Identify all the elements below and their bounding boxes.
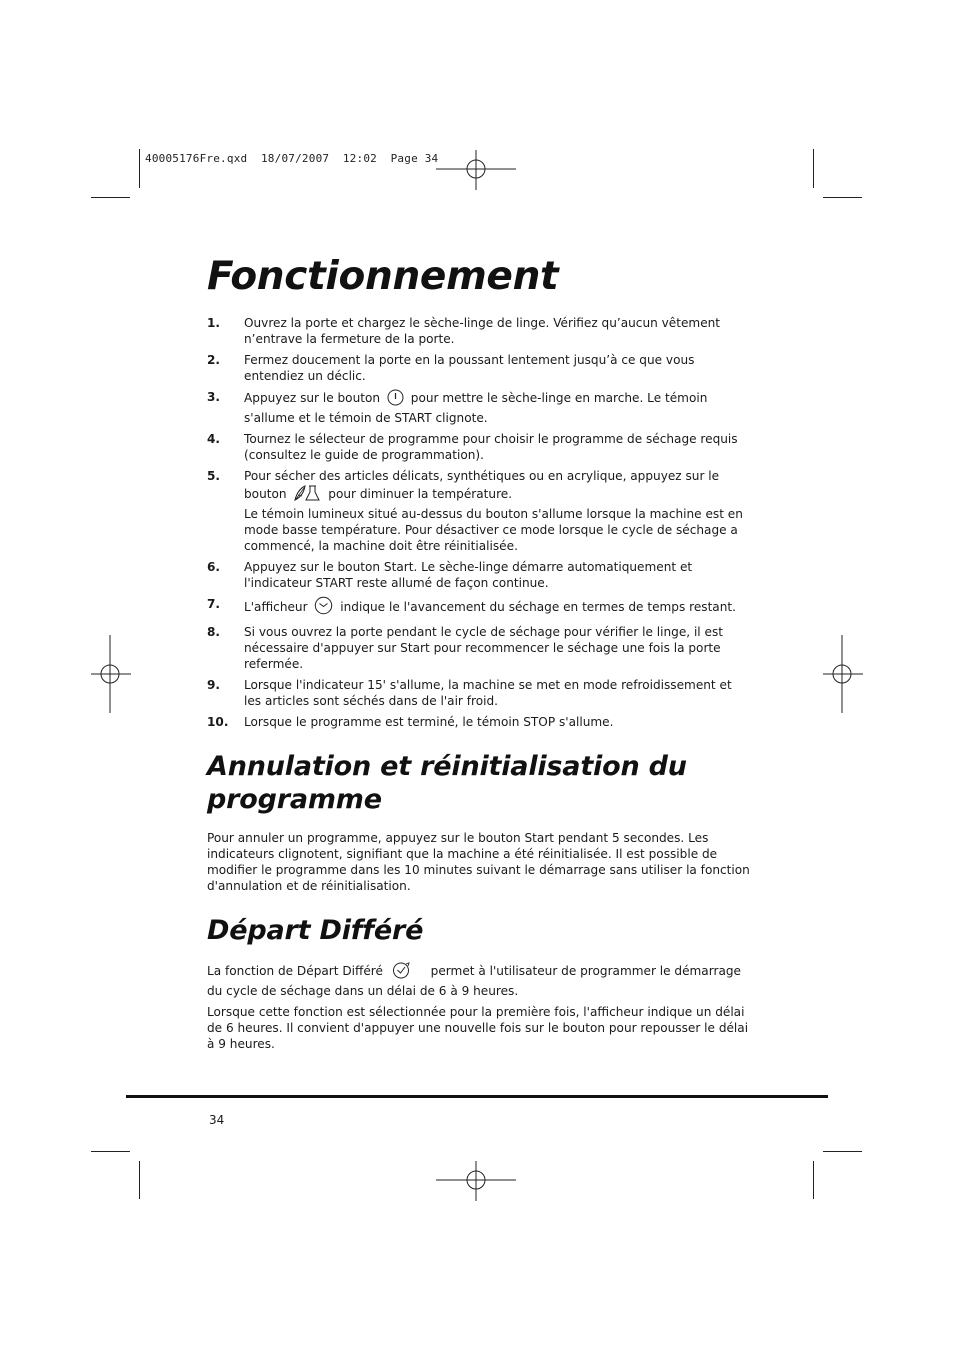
- step-text: Pour sécher des articles délicats, synthétiques ou en acrylique, appuyez sur le: [244, 468, 720, 483]
- step-text: Ouvrez la porte et chargez le sèche-linge de linge. Vérifiez qu’aucun vêtement n’entrave la fermeture de la porte.: [244, 315, 721, 346]
- step-text: Appuyez sur le bouton Start. Le sèche-linge démarre automatiquement et l'indicateur START reste allumé de façon continue.: [244, 559, 693, 590]
- crop-mark: [813, 149, 814, 188]
- cancel-section-heading: Annulation et réinitialisation du programme: [207, 750, 687, 815]
- footer-rule: [126, 1095, 828, 1098]
- crop-mark: [813, 1161, 814, 1199]
- registration-mark-icon: [436, 150, 516, 190]
- step-text: Tournez le sélecteur de programme pour choisir le programme de séchage requis (consultez le guide de programmation).: [244, 431, 738, 462]
- list-item: [207, 714, 752, 730]
- page-title: Fonctionnement: [207, 254, 559, 299]
- delay-text: permet à l'utilisateur de programmer le démarrage du cycle de séchage dans un délai de 6 à 9 heures.: [207, 963, 741, 998]
- delay-section-heading: Départ Différé: [207, 914, 424, 946]
- list-item: [207, 468, 752, 554]
- list-item: [207, 677, 752, 709]
- step-number: 8.: [207, 624, 221, 639]
- crop-mark: [139, 149, 140, 188]
- crop-mark: [91, 197, 130, 198]
- step-number: 7.: [207, 596, 221, 611]
- delay-text: La fonction de Départ Différé: [207, 963, 383, 978]
- step-text: Le témoin lumineux situé au-dessus du bouton s'allume lorsque la machine est en mode basse température. Pour désactiver ce mode lorsque le cycle de séchage a commencé, la machine doit être réinitialisée.: [244, 506, 743, 553]
- page-content: [207, 255, 752, 1057]
- step-number: 4.: [207, 431, 221, 446]
- delay-paragraph: [207, 961, 752, 999]
- step-number: 3.: [207, 389, 221, 404]
- step-text: bouton: [244, 486, 287, 501]
- registration-mark-icon: [823, 635, 863, 713]
- step-number: 5.: [207, 468, 221, 483]
- step-number: 2.: [207, 352, 221, 367]
- list-item: [207, 389, 752, 426]
- clock-icon: [314, 596, 333, 619]
- registration-mark-icon: [91, 635, 131, 713]
- step-text: Si vous ouvrez la porte pendant le cycle de séchage pour vérifier le linge, il est nécessaire d'appuyer sur Start pour recommencer le séchage une fois la porte refermée.: [244, 624, 723, 671]
- step-number: 1.: [207, 315, 221, 330]
- step-text: pour mettre le sèche-linge en marche. Le témoin s'allume et le témoin de START clignote.: [244, 390, 708, 425]
- list-item: [207, 559, 752, 591]
- step-number: 9.: [207, 677, 221, 692]
- delay-paragraph: Lorsque cette fonction est sélectionnée pour la première fois, l'afficheur indique un délai de 6 heures. Il convient d'appuyer une nouvelle fois sur le bouton pour repousser le délai à 9 heures.: [207, 1004, 749, 1051]
- page-number: 34: [209, 1113, 225, 1127]
- crop-mark: [91, 1151, 130, 1152]
- step-text: Lorsque le programme est terminé, le témoin STOP s'allume.: [244, 714, 614, 729]
- low-temperature-icon: [293, 484, 321, 506]
- power-button-icon: [387, 389, 404, 410]
- crop-mark: [823, 197, 862, 198]
- step-text: Appuyez sur le bouton: [244, 390, 381, 405]
- list-item: [207, 352, 752, 384]
- step-text: L'afficheur: [244, 599, 308, 614]
- step-number: 6.: [207, 559, 221, 574]
- list-item: [207, 431, 752, 463]
- step-text: Fermez doucement la porte en la poussant lentement jusqu’à ce que vous entendiez un déclic.: [244, 352, 695, 383]
- list-item: [207, 596, 752, 619]
- delayed-start-icon: [390, 961, 424, 983]
- list-item: [207, 624, 752, 672]
- list-item: [207, 315, 752, 347]
- registration-mark-icon: [436, 1161, 516, 1201]
- step-text: indique le l'avancement du séchage en termes de temps restant.: [340, 599, 736, 614]
- step-text: Lorsque l'indicateur 15' s'allume, la machine se met en mode refroidissement et les articles sont séchés dans de l'air froid.: [244, 677, 732, 708]
- crop-mark: [823, 1151, 862, 1152]
- step-text: pour diminuer la température.: [328, 486, 513, 501]
- cancel-section-text: Pour annuler un programme, appuyez sur le bouton Start pendant 5 secondes. Les indicateurs clignotent, signifiant que la machine a été réinitialisée. Il est possible de modifier le programme dans les 10 minutes suivant le démarrage sans utiliser la fonction d'annulation et de réinitialisation.: [207, 830, 750, 893]
- step-number: 10.: [207, 714, 229, 729]
- instruction-list: [207, 315, 752, 730]
- crop-mark: [139, 1161, 140, 1199]
- print-slug: 40005176Fre.qxd 18/07/2007 12:02 Page 34: [145, 152, 439, 165]
